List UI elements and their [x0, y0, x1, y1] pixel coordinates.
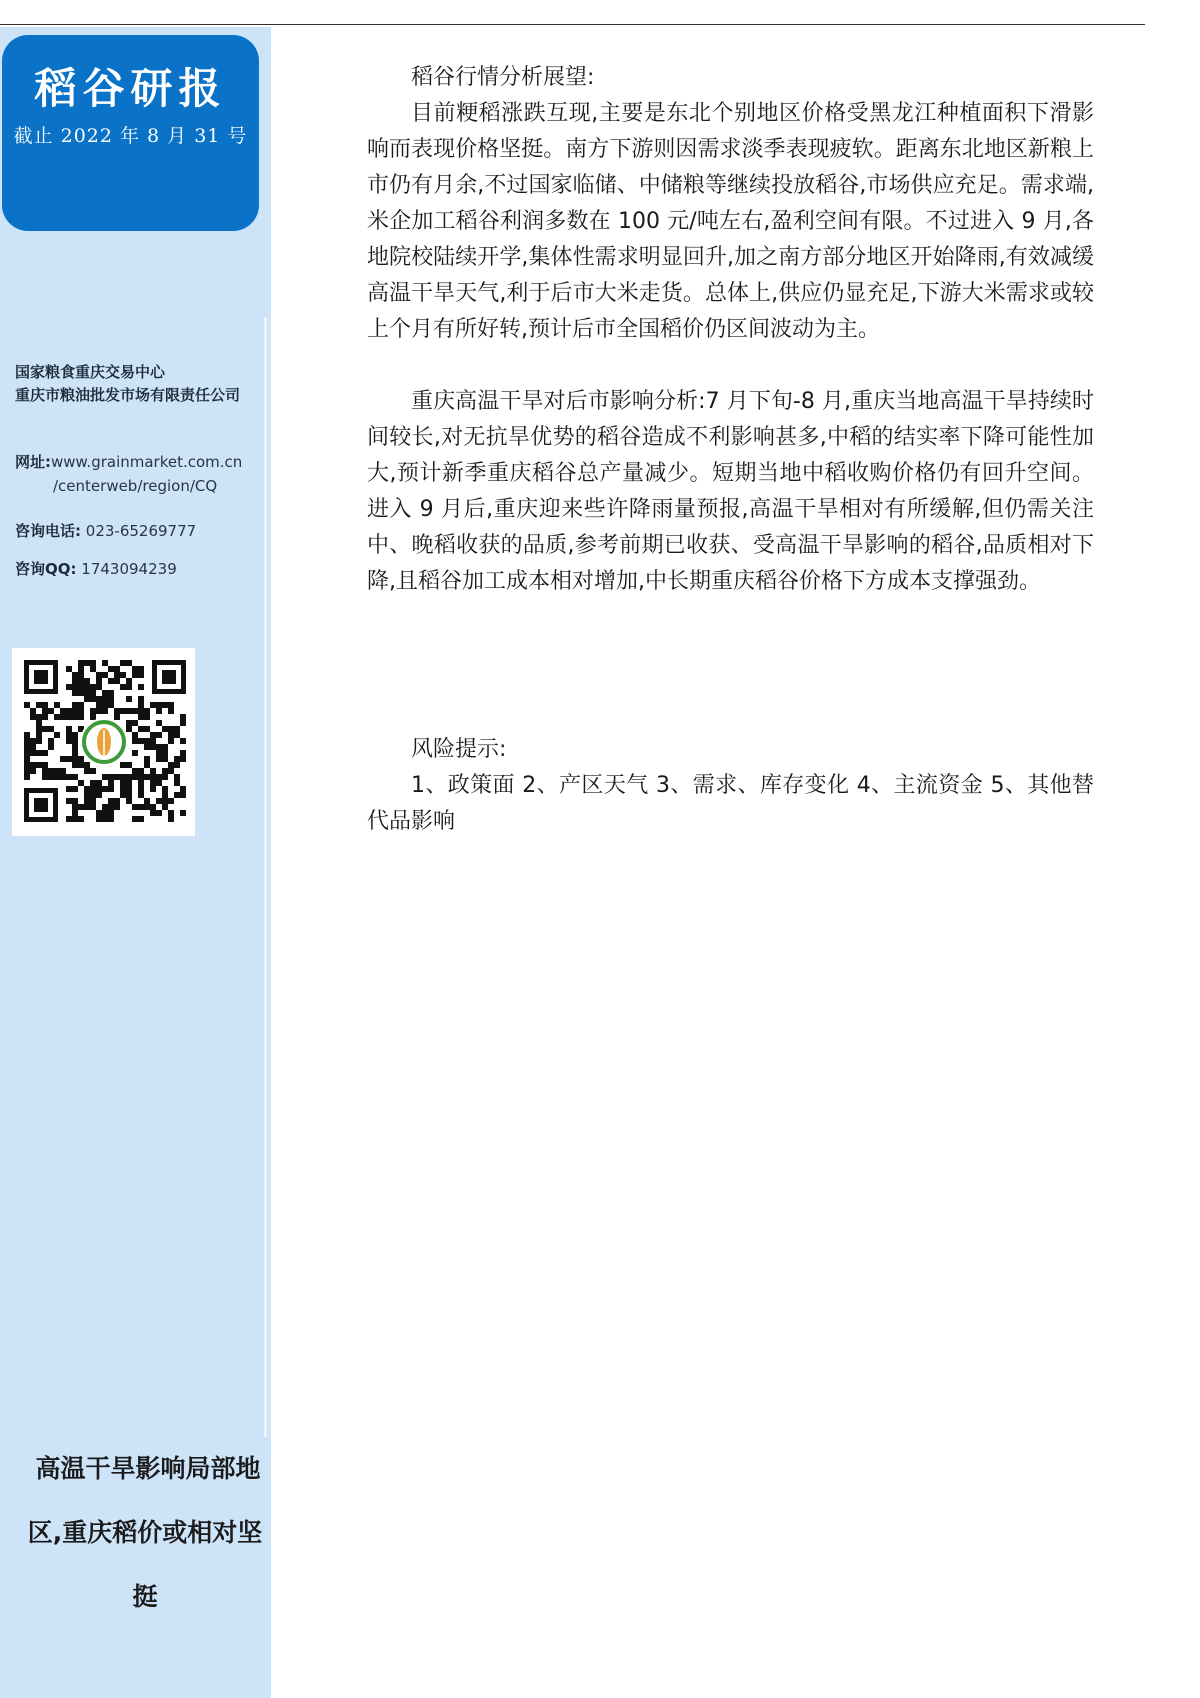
- qq-label: 咨询QQ:: [15, 560, 77, 578]
- phone-label: 咨询电话:: [15, 522, 81, 540]
- website-link-cont[interactable]: /centerweb/region/CQ: [53, 477, 218, 495]
- sidebar-divider: [264, 317, 267, 1437]
- risk-title: 风险提示:: [411, 737, 507, 762]
- report-headline: [0, 1437, 290, 1629]
- org-line-1: 国家粮食重庆交易中心: [15, 363, 166, 381]
- organization-names: [15, 361, 240, 407]
- sidebar: [0, 27, 271, 1698]
- report-title-box: [2, 35, 259, 231]
- header-rule: [0, 24, 1145, 25]
- qr-code-icon: [12, 648, 195, 836]
- org-line-2: 重庆市粮油批发市场有限责任公司: [15, 386, 241, 404]
- qq-value: 1743094239: [81, 560, 177, 578]
- headline-line-2: 区,重庆稻价或相对坚: [27, 1518, 263, 1547]
- main-content: [367, 60, 1094, 840]
- qq-info: [15, 557, 177, 581]
- website-info: [15, 450, 242, 498]
- website-label: 网址:: [15, 453, 51, 471]
- phone-info: [15, 519, 196, 543]
- outlook-paragraph: 目前粳稻涨跌互现,主要是东北个别地区价格受黑龙江种植面积下滑影响而表现价格坚挺。南方下游则因需求淡季表现疲软。距离东北地区新粮上市仍有月余,不过国家临储、中储粮等继续投放稻谷,市场供应充足。需求端,米企加工稻谷利润多数在 100 元/吨左右,盈利空间有限。不过进入 9 月,各地院校陆续开学,集体性需求明显回升,加之南方部分地区开始降雨,有效减缓高温干旱天气,利于后市大米走货。总体上,供应仍显充足,下游大米需求或较上个月有所好转,预计后市全国稻价仍区间波动为主。: [367, 101, 1094, 342]
- phone-value: 023-65269777: [85, 522, 197, 540]
- report-date: 截止 2022 年 8 月 31 号: [13, 125, 248, 147]
- website-link[interactable]: www.grainmarket.com.cn: [51, 453, 243, 471]
- spacer: [367, 348, 1094, 384]
- report-brand: 稻谷研报: [34, 64, 227, 113]
- qr-code: [12, 648, 195, 836]
- risk-paragraph: 1、政策面 2、产区天气 3、需求、库存变化 4、主流资金 5、其他替代品影响: [367, 773, 1094, 834]
- spacer: [367, 600, 1094, 732]
- chongqing-paragraph: 重庆高温干旱对后市影响分析:7 月下旬-8 月,重庆当地高温干旱持续时间较长,对无抗旱优势的稻谷造成不利影响甚多,中稻的结实率下降可能性加大,预计新季重庆稻谷总产量减少。短期当地中稻收购价格仍有回升空间。进入 9 月后,重庆迎来些许降雨量预报,高温干旱相对有所缓解,但仍需关注中、晚稻收获的品质,参考前期已收获、受高温干旱影响的稻谷,品质相对下降,且稻谷加工成本相对增加,中长期重庆稻谷价格下方成本支撑强劲。: [367, 389, 1094, 594]
- headline-line-3: 挺: [132, 1582, 158, 1611]
- outlook-title: 稻谷行情分析展望:: [411, 65, 595, 90]
- headline-line-1: 高温干旱影响局部地: [35, 1454, 261, 1483]
